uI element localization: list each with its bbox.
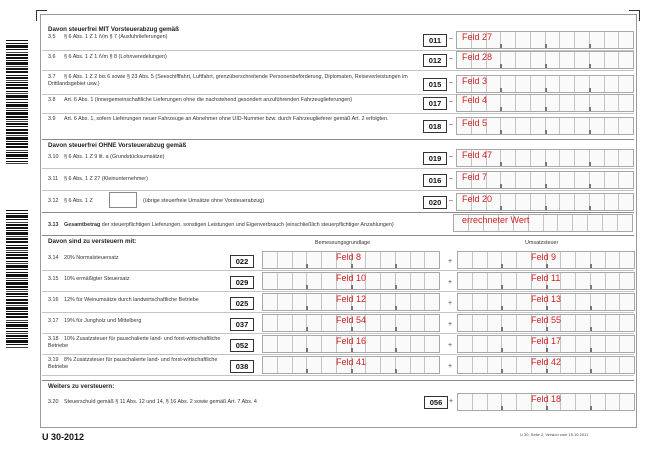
feld-annotation-tax: Feld 17: [531, 336, 562, 346]
feld-annotation: Feld 28: [462, 52, 493, 62]
plus-symbol: +: [448, 342, 453, 349]
feld-annotation-base: Feld 10: [336, 273, 367, 283]
feld-annotation-tax: Feld 9: [531, 252, 557, 262]
row-label: § 6 Abs. 1 Z 2 bis 6 sowie § 23 Abs. 5 (Seeschifffahrt, Luftfahrt, grenzüberschreitende Personenbeförderung, Diplomaten, Reiseverleistungen im Drittlandsgebiet usw.): [48, 74, 408, 87]
row-number: 3.9: [48, 116, 56, 122]
row-divider: [42, 375, 634, 376]
row-3-13: [48, 222, 448, 229]
row-divider: [42, 168, 634, 169]
barcode-top: [6, 40, 28, 165]
row-3-5: [48, 34, 408, 41]
row-3-7: [48, 74, 408, 88]
row-number: 3.20: [48, 399, 59, 405]
feld-annotation: Feld 27: [462, 32, 493, 42]
row-number: 3.10: [48, 154, 59, 160]
row-number: 3.11: [48, 176, 59, 182]
row-label: 19% für Jungholz und Mittelberg: [64, 318, 142, 324]
dash-symbol: –: [449, 79, 453, 86]
row-label: § 6 Abs. 1 Z 9 lit. a (Grundstücksumsätze): [64, 154, 165, 160]
row-label: Art. 6 Abs. 1 (innergemeinschaftliche Lieferungen ohne die nachstehend gesondert anzuführenden Fahrzeuglieferungen): [64, 97, 352, 103]
row-number: 3.12: [48, 198, 59, 204]
row-3-6: [48, 54, 408, 61]
row-number: 3.18: [48, 336, 59, 342]
kennzahl-code: 022: [230, 255, 254, 268]
feld-annotation: Feld 5: [462, 118, 488, 128]
plus-symbol: +: [448, 279, 453, 286]
row-label: 10% ermäßigter Steuersatz: [64, 276, 130, 282]
row-number: 3.14: [48, 255, 59, 261]
feld-annotation-base: Feld 16: [336, 336, 367, 346]
feld-annotation-tax: Feld 13: [531, 294, 562, 304]
feld-annotation: Feld 18: [531, 394, 562, 404]
section-header-zu-versteuern: Davon sind zu versteuern mit:: [48, 238, 137, 245]
divider: [42, 380, 634, 381]
form-number: U 30-2012: [42, 432, 85, 442]
row-number: 3.7: [48, 74, 56, 80]
kennzahl-code: 038: [230, 360, 254, 373]
ziffer-input[interactable]: [109, 192, 137, 208]
dash-symbol: –: [449, 175, 453, 182]
feld-annotation-tax: Feld 11: [531, 273, 561, 283]
kennzahl-code: 037: [230, 318, 254, 331]
row-label: Art. 6 Abs. 1, sofern Lieferungen neuer Fahrzeuge an Abnehmer ohne UID-Nummer bzw. durch Fahrzeuglieferer gemäß Art. 2 erfolgten.: [64, 116, 389, 122]
version-note: U 30, Seite 2, Version vom 19.10.2011: [520, 432, 589, 437]
row-label: § 6 Abs. 1 Z 1 iVm § 7 (Ausfuhrlieferungen): [64, 34, 168, 40]
feld-annotation: Feld 4: [462, 95, 488, 105]
divider: [42, 235, 634, 236]
row-divider: [42, 190, 634, 191]
kennzahl-code: 017: [423, 97, 447, 110]
row-3-19: [48, 357, 223, 371]
kennzahl-code: 020: [423, 196, 447, 209]
feld-annotation-tax: Feld 55: [531, 315, 562, 325]
row-3-17: [48, 318, 223, 325]
plus-symbol: +: [448, 363, 453, 370]
row-number: 3.15: [48, 276, 59, 282]
plus-symbol: +: [448, 321, 453, 328]
row-label: 12% für Weinumsätze durch landwirtschaftliche Betriebe: [64, 297, 199, 303]
row-label-extra: (übrige steuerfreie Umsätze ohne Vorsteuerabzug): [143, 198, 265, 204]
row-number: 3.8: [48, 97, 56, 103]
row-number: 3.5: [48, 34, 56, 40]
row-divider: [42, 270, 634, 271]
row-divider: [42, 113, 634, 114]
kennzahl-code: 025: [230, 297, 254, 310]
dash-symbol: –: [449, 55, 453, 62]
divider: [42, 139, 634, 140]
dash-symbol: –: [449, 121, 453, 128]
row-3-14: [48, 255, 223, 262]
kennzahl-code: 056: [424, 396, 448, 409]
row-number: 3.19: [48, 357, 59, 363]
row-label: § 6 Abs. 1 Z 1 iVm § 8 (Lohnveredelungen): [64, 54, 167, 60]
plus-symbol: +: [448, 300, 453, 307]
kennzahl-code: 015: [423, 78, 447, 91]
feld-annotation-base: Feld 54: [336, 315, 367, 325]
feld-annotation-base: Feld 12: [336, 294, 367, 304]
plus-symbol: +: [449, 398, 454, 405]
kennzahl-code: 011: [423, 34, 447, 47]
row-divider: [42, 333, 634, 334]
dash-symbol: –: [449, 98, 453, 105]
row-divider: [42, 354, 634, 355]
plus-symbol: +: [448, 258, 453, 265]
kennzahl-code: 016: [423, 174, 447, 187]
row-3-15: [48, 276, 223, 283]
dash-symbol: –: [449, 35, 453, 42]
row-3-20: [48, 399, 408, 406]
feld-annotation-gesamt: errechneter Wert: [462, 215, 530, 225]
row-number: 3.17: [48, 318, 59, 324]
column-header-umsatzsteuer: Umsatzsteuer: [525, 240, 559, 246]
row-number: 3.16: [48, 297, 59, 303]
row-label: der steuerpflichtigen Lieferungen, sonstigen Leistungen und Eigenverbrauch (einschließlich steuerpflichtiger Anzahlungen): [101, 222, 394, 228]
feld-annotation-tax: Feld 42: [531, 357, 562, 367]
row-label: § 6 Abs. 1 Z: [64, 198, 93, 204]
feld-annotation-base: Feld 41: [336, 357, 367, 367]
row-label: 8% Zusatzsteuer für pauschalierte land- und forst-wirtschaftliche Betriebe: [48, 357, 218, 370]
corner-mark-top-left: [36, 10, 47, 21]
row-3-18: [48, 336, 223, 350]
dash-symbol: –: [449, 153, 453, 160]
section-header-mit-vorsteuerabzug: Davon steuerfrei MIT Vorsteuerabzug gemäß: [48, 26, 179, 33]
row-divider: [42, 70, 634, 71]
row-divider: [42, 291, 634, 292]
kennzahl-code: 019: [423, 152, 447, 165]
divider: [42, 212, 634, 213]
barcode-bottom: [6, 210, 28, 349]
row-3-16: [48, 297, 223, 304]
feld-annotation-base: Feld 8: [336, 252, 362, 262]
row-label: 20% Normalsteuersatz: [64, 255, 119, 261]
row-label: § 6 Abs. 1 Z 27 (Kleinunternehmer): [64, 176, 148, 182]
column-header-bemessungsgrundlage: Bemessungsgrundlage: [315, 240, 371, 246]
row-label-bold: Gesamtbetrag: [64, 222, 101, 228]
feld-annotation: Feld 47: [462, 150, 493, 160]
dash-symbol: –: [449, 197, 453, 204]
kennzahl-code: 052: [230, 339, 254, 352]
row-3-10: [48, 154, 408, 161]
section-header-weiters: Weiters zu versteuern:: [48, 383, 115, 390]
feld-annotation: Feld 3: [462, 76, 488, 86]
row-label: 10% Zusatzsteuer für pauschalierte land- und forst-wirtschaftliche Betriebe: [48, 336, 221, 349]
row-number: 3.13: [48, 222, 59, 228]
kennzahl-code: 012: [423, 54, 447, 67]
row-number: 3.6: [48, 54, 56, 60]
kennzahl-code: 018: [423, 120, 447, 133]
section-header-ohne-vorsteuerabzug: Davon steuerfrei OHNE Vorsteuerabzug gemäß: [48, 142, 187, 149]
row-label: Steuerschuld gemäß § 11 Abs. 12 und 14, § 16 Abs. 2 sowie gemäß Art. 7 Abs. 4: [64, 399, 257, 405]
row-divider: [42, 312, 634, 313]
kennzahl-code: 029: [230, 276, 254, 289]
row-3-9: [48, 116, 408, 123]
feld-annotation: Feld 7: [462, 172, 488, 182]
row-3-11: [48, 176, 408, 183]
corner-mark-top-right: [629, 10, 640, 21]
feld-annotation: Feld 20: [462, 194, 493, 204]
row-3-8: [48, 97, 408, 104]
